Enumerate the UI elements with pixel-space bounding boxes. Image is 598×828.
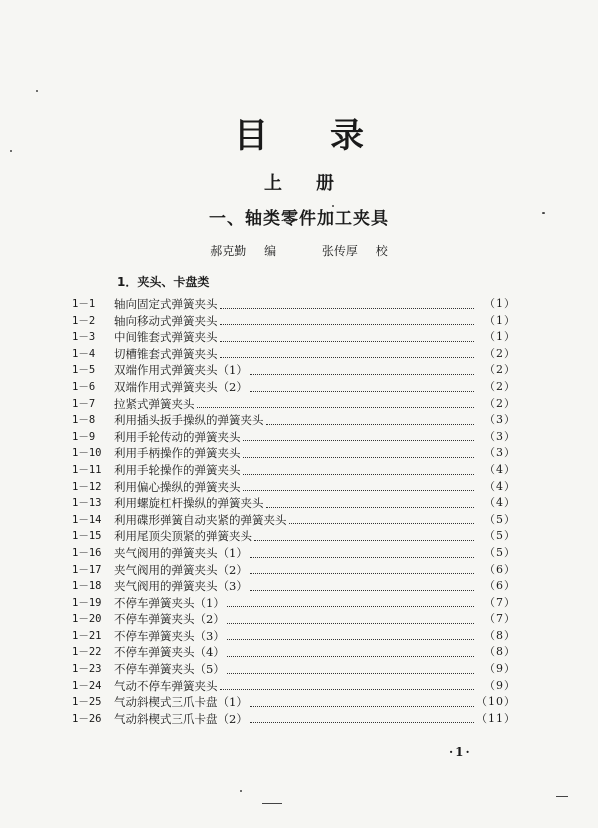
toc-entry-number: 1－12	[72, 480, 102, 493]
scan-speck	[262, 803, 282, 804]
toc-entry	[72, 711, 516, 728]
toc-entry-title: 拉紧式弹簧夹头	[114, 396, 195, 411]
toc-entry-number: 1－13	[72, 497, 102, 510]
toc-leader-dots	[250, 572, 474, 574]
toc-entry-body	[114, 545, 476, 562]
scan-speck	[10, 150, 12, 152]
toc-entry-number: 1－2	[72, 314, 96, 327]
scan-speck	[542, 212, 545, 214]
toc-leader-dots	[243, 456, 475, 458]
toc-entry-number: 1－1	[72, 298, 96, 310]
toc-leader-dots	[220, 356, 475, 358]
toc-entry-body	[114, 445, 476, 462]
toc-entry	[72, 479, 516, 496]
toc-entry-body	[114, 346, 476, 363]
toc-entry-title: 利用偏心操纵的弹簧夹头	[114, 479, 241, 494]
toc-entry-number: 1－16	[72, 546, 102, 559]
toc-entry-page: （1）	[484, 313, 516, 327]
toc-entry-title: 中间锥套式弹簧夹头	[114, 330, 218, 345]
toc-entry-title: 夹气阀用的弹簧夹头（2）	[114, 562, 248, 577]
toc-leader-dots	[227, 672, 474, 674]
toc-entry-page: （4）	[484, 496, 516, 510]
reviewer-credit: 张传厚 校	[321, 244, 388, 258]
toc-entry	[72, 545, 516, 562]
toc-entry-title: 利用手柄操作的弹簧夹头	[114, 446, 241, 461]
toc-entry	[72, 512, 516, 529]
toc-leader-dots	[227, 622, 474, 624]
toc-entry-page: （2）	[484, 379, 516, 393]
toc-entry	[72, 628, 516, 645]
toc-entry-body	[114, 429, 476, 446]
toc-entry-title: 不停车弹簧夹头（5）	[114, 662, 225, 677]
toc-entry-page: （2）	[484, 346, 516, 360]
toc-entry-body	[114, 379, 476, 396]
toc-entry-number: 1－15	[72, 530, 102, 543]
toc-leader-dots	[220, 340, 475, 342]
toc-entry-page: （1）	[484, 297, 516, 310]
scan-speck	[36, 90, 38, 92]
section-title: 一、轴类零件加工夹具	[209, 209, 389, 229]
toc-entry-body	[114, 313, 476, 330]
toc-entry-title: 双端作用式弹簧夹头（2）	[114, 379, 248, 394]
toc-leader-dots	[227, 605, 474, 607]
toc-entry-title: 利用尾顶尖顶紧的弹簧夹头	[114, 529, 252, 544]
toc-entry-title: 切槽锥套式弹簧夹头	[114, 346, 218, 361]
toc-entry-page: （5）	[484, 512, 516, 526]
toc-entry	[72, 578, 516, 595]
toc-entry-number: 1－17	[72, 563, 102, 576]
toc-leader-dots	[250, 373, 474, 375]
toc-leader-dots	[254, 539, 474, 541]
toc-entry-number: 1－9	[72, 430, 96, 443]
toc-entry-body	[114, 611, 476, 628]
toc-entry-title: 利用手轮操作的弹簧夹头	[114, 462, 241, 477]
toc-entry-number: 1－7	[72, 397, 96, 410]
toc-leader-dots	[227, 638, 474, 640]
toc-entry-number: 1－26	[72, 712, 102, 725]
toc-entry-body	[114, 711, 476, 728]
toc-entry-title: 利用手轮传动的弹簧夹头	[114, 429, 241, 444]
toc-entry-body	[114, 528, 476, 545]
toc-entry-number: 1－14	[72, 513, 102, 526]
toc-entry-page: （6）	[484, 562, 516, 576]
toc-entry-page: （8）	[484, 645, 516, 659]
toc-entry-body	[114, 644, 476, 661]
toc-entry-body	[114, 694, 476, 711]
toc-entry-title: 气动斜楔式三爪卡盘（2）	[114, 711, 248, 726]
toc-entry-page: （3）	[484, 446, 516, 460]
toc-entry-page: （4）	[484, 462, 516, 476]
toc-leader-dots	[250, 390, 474, 392]
toc-entry-number: 1－22	[72, 646, 102, 659]
toc-entry	[72, 462, 516, 479]
toc-entry-body	[114, 479, 476, 496]
toc-entry	[72, 412, 516, 429]
toc-entry-number: 1－4	[72, 347, 96, 360]
toc-entry	[72, 362, 516, 379]
toc-entry-page: （4）	[484, 479, 516, 493]
toc-entry-number: 1－25	[72, 696, 102, 709]
toc-entry-page: （3）	[484, 413, 516, 427]
toc-entry-number: 1－5	[72, 364, 96, 377]
toc-entry-title: 不停车弹簧夹头（2）	[114, 612, 225, 627]
toc-leader-dots	[227, 655, 474, 657]
toc-entry-page: （9）	[484, 678, 516, 692]
toc-leader-dots	[250, 705, 474, 707]
toc-entry	[72, 644, 516, 661]
toc-entry-body	[114, 462, 476, 479]
toc-entry-page: （3）	[484, 429, 516, 443]
toc-entry-body	[114, 562, 476, 579]
toc-leader-dots	[220, 688, 475, 690]
toc-entry-number: 1－8	[72, 414, 96, 427]
toc-entry-body	[114, 595, 476, 612]
page-number: ·1·	[449, 745, 472, 759]
toc-entry-title: 轴向移动式弹簧夹头	[114, 313, 218, 328]
toc-entry-body	[114, 362, 476, 379]
toc-entry	[72, 296, 516, 313]
toc-entry-page: （5）	[484, 529, 516, 543]
toc-entry-page: （10）	[476, 695, 516, 709]
toc-leader-dots	[289, 522, 475, 524]
toc-entry	[72, 678, 516, 695]
toc-entry-number: 1－23	[72, 663, 102, 676]
toc-entry-number: 1－24	[72, 679, 102, 692]
toc-entry	[72, 495, 516, 512]
toc-entry-body	[114, 628, 476, 645]
toc-entry-title: 夹气阀用的弹簧夹头（1）	[114, 545, 248, 560]
toc-entry-title: 轴向固定式弹簧夹头	[114, 297, 218, 311]
toc-entry	[72, 595, 516, 612]
toc-entry-body	[114, 329, 476, 346]
toc-leader-dots	[243, 439, 475, 441]
toc-entry-number: 1－20	[72, 613, 102, 626]
credits-line	[0, 243, 598, 259]
toc-entry	[72, 445, 516, 462]
toc-entry-page: （1）	[484, 330, 516, 344]
toc-entry-number: 1－21	[72, 629, 102, 642]
toc-entry-title: 双端作用式弹簧夹头（1）	[114, 363, 248, 378]
toc-entry	[72, 429, 516, 446]
toc-entry-title: 利用螺旋杠杆操纵的弹簧夹头	[114, 496, 264, 511]
toc-entry-page: （5）	[484, 545, 516, 559]
toc-entry-number: 1－6	[72, 380, 96, 393]
toc-entry	[72, 661, 516, 678]
toc-leader-dots	[250, 589, 474, 591]
toc-entry-number: 1－10	[72, 447, 102, 460]
toc-entry	[72, 528, 516, 545]
toc-leader-dots	[266, 423, 475, 425]
toc-leader-dots	[220, 323, 475, 325]
toc-leader-dots	[243, 473, 475, 475]
toc-entry-body	[114, 661, 476, 678]
page-title: 目录	[234, 116, 426, 156]
toc-entry-page: （2）	[484, 363, 516, 377]
toc-leader-dots	[220, 307, 475, 309]
toc-entry-body	[114, 412, 476, 429]
toc-entry-page: （7）	[484, 595, 516, 609]
toc-entry-page: （11）	[476, 711, 516, 725]
toc-entry-body	[114, 396, 476, 413]
toc-leader-dots	[250, 721, 474, 723]
toc-entry	[72, 313, 516, 330]
toc-entry-body	[114, 678, 476, 695]
scan-speck	[556, 796, 568, 797]
toc-entry-title: 不停车弹簧夹头（1）	[114, 595, 225, 610]
scan-speck	[332, 205, 334, 207]
toc-entry-title: 不停车弹簧夹头（3）	[114, 628, 225, 643]
toc-entry	[72, 562, 516, 579]
subsection-title: 1．夹头、卡盘类	[117, 275, 210, 289]
toc-entry	[72, 379, 516, 396]
toc-entry-number: 1－18	[72, 580, 102, 593]
toc-entry-body	[114, 495, 476, 512]
toc-entry-page: （7）	[484, 612, 516, 626]
toc-entry-page: （8）	[484, 628, 516, 642]
volume-title: 上册	[264, 173, 368, 194]
toc-entry-number: 1－19	[72, 596, 102, 609]
toc-entry-number: 1－3	[72, 331, 96, 344]
toc-leader-dots	[250, 556, 474, 558]
toc-entry-title: 夹气阀用的弹簧夹头（3）	[114, 579, 248, 594]
toc-entry-number: 1－11	[72, 463, 102, 476]
editor-credit: 郝克勤 编	[210, 244, 277, 258]
toc-leader-dots	[243, 489, 475, 491]
toc-entry	[72, 329, 516, 346]
toc-entry	[72, 694, 516, 711]
toc-entry-body	[114, 578, 476, 595]
toc-entry-title: 利用插头扳手操纵的弹簧夹头	[114, 413, 264, 428]
toc-entry-page: （2）	[484, 396, 516, 410]
toc-entry-title: 不停车弹簧夹头（4）	[114, 645, 225, 660]
toc-leader-dots	[197, 406, 475, 408]
toc-entry	[72, 611, 516, 628]
table-of-contents	[72, 296, 516, 727]
toc-entry-body	[114, 512, 476, 529]
toc-entry-title: 气动不停车弹簧夹头	[114, 678, 218, 693]
scan-speck	[240, 790, 242, 792]
toc-entry	[72, 396, 516, 413]
toc-entry	[72, 346, 516, 363]
toc-entry-body	[114, 296, 476, 313]
toc-leader-dots	[266, 506, 475, 508]
toc-entry-page: （9）	[484, 662, 516, 676]
toc-entry-title: 气动斜楔式三爪卡盘（1）	[114, 695, 248, 710]
toc-entry-title: 利用碟形弹簧自动夹紧的弹簧夹头	[114, 512, 287, 527]
toc-entry-page: （6）	[484, 579, 516, 593]
